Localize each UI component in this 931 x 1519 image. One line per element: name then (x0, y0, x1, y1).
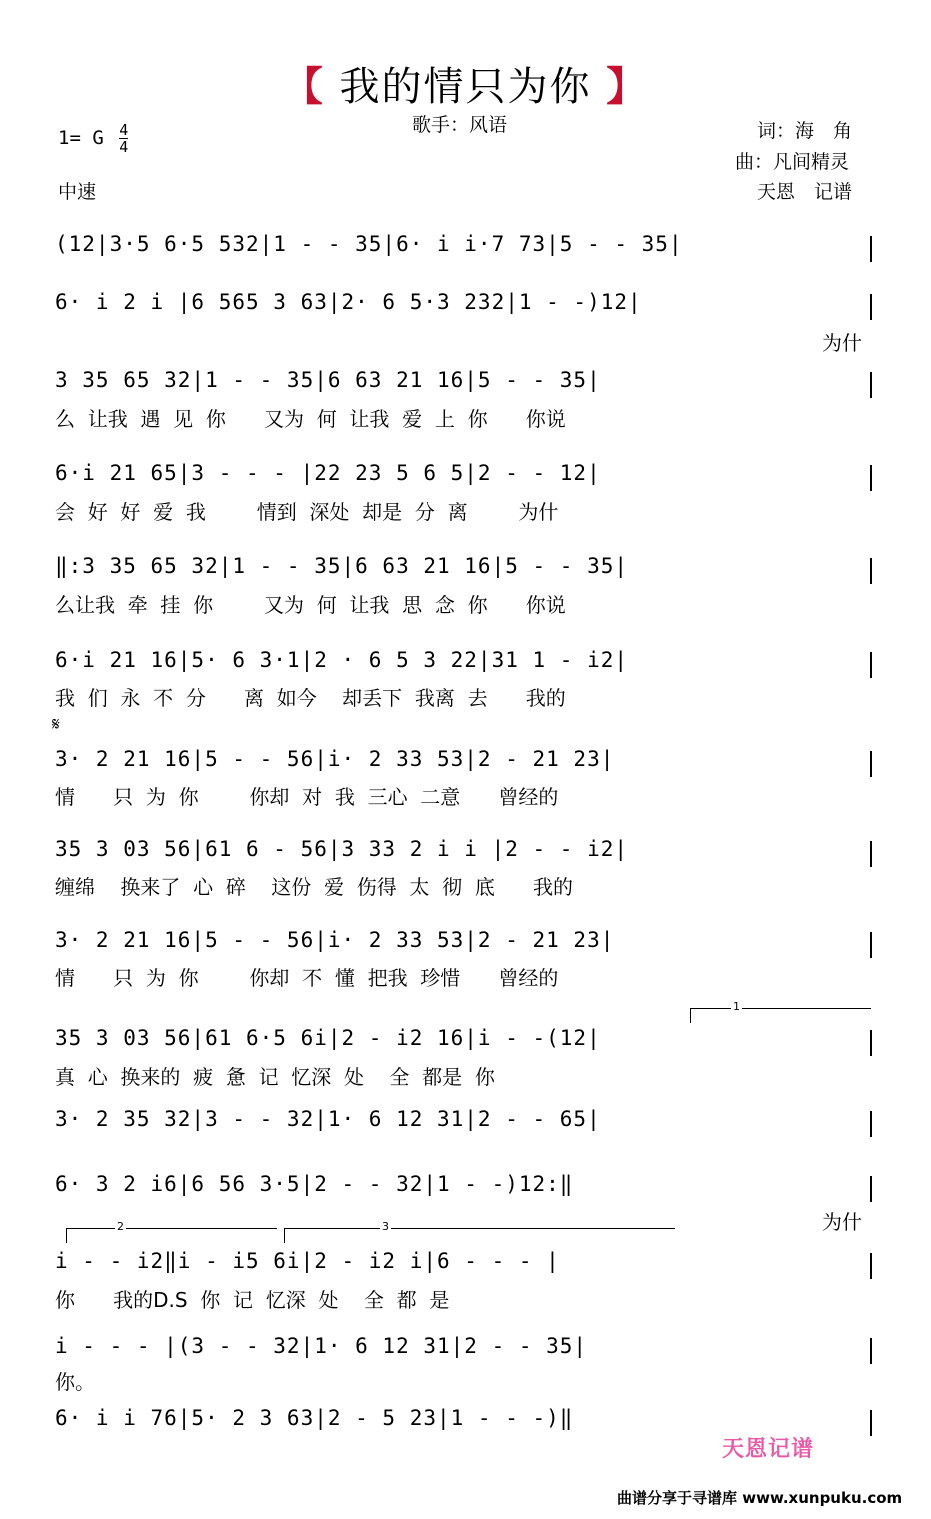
time-denominator: 4 (119, 138, 129, 156)
lyric-row: 真 心 换来的 疲 惫 记 忆深 处 全 都是 你 (55, 1065, 495, 1089)
transcriber-label: 天恩 记谱 (757, 181, 853, 203)
volta-3-bracket (284, 1220, 675, 1243)
lyric-row: 为什 (822, 331, 862, 355)
notation-row: 3· 2 35 32|3 - - 32|1· 6 12 31|2 - - 65| (55, 1107, 601, 1131)
lyric-row: 缠绵 换来了 心 碎 这份 爱 伤得 太 彻 底 我的 (55, 875, 574, 899)
barline (870, 1338, 872, 1364)
lyric-row: 情 只 为 你 你却 对 我 三心 二意 曾经的 (55, 785, 559, 809)
barline (870, 1410, 872, 1436)
volta-2-number: 2 (117, 1220, 124, 1233)
volta-3-number: 3 (382, 1220, 389, 1233)
volta-2-bracket (66, 1220, 277, 1243)
notation-row: 6· 3 2 i6|6 56 3·5|2 - - 32|1 - -)12:‖ (55, 1172, 574, 1196)
composer-label: 曲：凡间精灵 (735, 151, 850, 173)
title-bracket-right: 】 (606, 64, 649, 110)
notation-row: 3· 2 21 16|5 - - 56|i· 2 33 53|2 - 21 23| (55, 928, 615, 952)
title-text: 我的情只为你 (339, 64, 592, 110)
singer-label: 歌手：风语 (412, 114, 508, 136)
barline (870, 372, 872, 398)
site-credit: 曲谱分享于寻谱库 www.xunpuku.com (617, 1489, 903, 1507)
barline (870, 751, 872, 777)
notation-row: 3· 2 21 16|5 - - 56|i· 2 33 53|2 - 21 23| (55, 747, 615, 771)
notation-row: ‖:3 35 65 32|1 - - 35|6 63 21 16|5 - - 35| (55, 554, 629, 578)
lyric-row: 会 好 好 爱 我 情到 深处 却是 分 离 为什 (55, 500, 559, 524)
title-bracket-left: 【 (282, 64, 325, 110)
notation-row: 6·i 21 65|3 - - - |22 23 5 6 5|2 - - 12| (55, 461, 601, 485)
barline (870, 1176, 872, 1202)
notation-row: 35 3 03 56|61 6·5 6i|2 - i2 16|i - -(12| (55, 1026, 601, 1050)
key-signature (58, 122, 128, 155)
lyricist-label: 词：海 角 (757, 120, 853, 142)
time-numerator: 4 (119, 121, 129, 139)
barline (870, 1253, 872, 1279)
song-title (0, 55, 931, 112)
notation-row: 6· i 2 i |6 565 3 63|2· 6 5·3 232|1 - -)12| (55, 290, 642, 314)
barline (870, 558, 872, 584)
segno-sign: 𝄋 (52, 714, 60, 735)
notation-row: i - - - |(3 - - 32|1· 6 12 31|2 - - 35| (55, 1334, 588, 1358)
time-signature (119, 122, 128, 155)
notation-row: 35 3 03 56|61 6 - 56|3 33 2 i i |2 - - i2| (55, 837, 629, 861)
barline (870, 652, 872, 678)
lyric-row: 我 们 永 不 分 离 如今 却丢下 我离 去 我的 (55, 686, 566, 710)
barline (870, 1030, 872, 1056)
volta-1-number: 1 (733, 1000, 740, 1013)
lyric-row: 为什 (822, 1210, 862, 1234)
notation-row: (12|3·5 6·5 532|1 - - 35|6· i i·7 73|5 - - 35| (55, 232, 683, 256)
barline (870, 294, 872, 320)
volta-1-bracket (690, 1000, 871, 1023)
notation-row: 3 35 65 32|1 - - 35|6 63 21 16|5 - - 35| (55, 368, 601, 392)
barline (870, 841, 872, 867)
key-label: 1= G (58, 127, 104, 149)
notation-row: i - - i2‖i - i5 6i|2 - i2 i|6 - - - | (55, 1249, 560, 1273)
barline (870, 236, 872, 262)
barline (870, 932, 872, 958)
lyric-row: 情 只 为 你 你却 不 懂 把我 珍惜 曾经的 (55, 966, 559, 990)
lyric-row: 你。 (55, 1370, 95, 1394)
barline (870, 1111, 872, 1137)
notation-row: 6·i 21 16|5· 6 3·1|2 · 6 5 3 22|31 1 - i2| (55, 648, 629, 672)
lyric-row: 么 让我 遇 见 你 又为 何 让我 爱 上 你 你说 (55, 407, 566, 431)
lyric-row: 你 我的D.S 你 记 忆深 处 全 都 是 (55, 1288, 450, 1312)
tempo-label: 中速 (58, 181, 97, 203)
barline (870, 465, 872, 491)
lyric-row: 么让我 牵 挂 你 又为 何 让我 思 念 你 你说 (55, 593, 566, 617)
notation-row: 6· i i 76|5· 2 3 63|2 - 5 23|1 - - -)‖ (55, 1406, 574, 1430)
transcriber-stamp: 天恩记谱 (722, 1437, 815, 1462)
